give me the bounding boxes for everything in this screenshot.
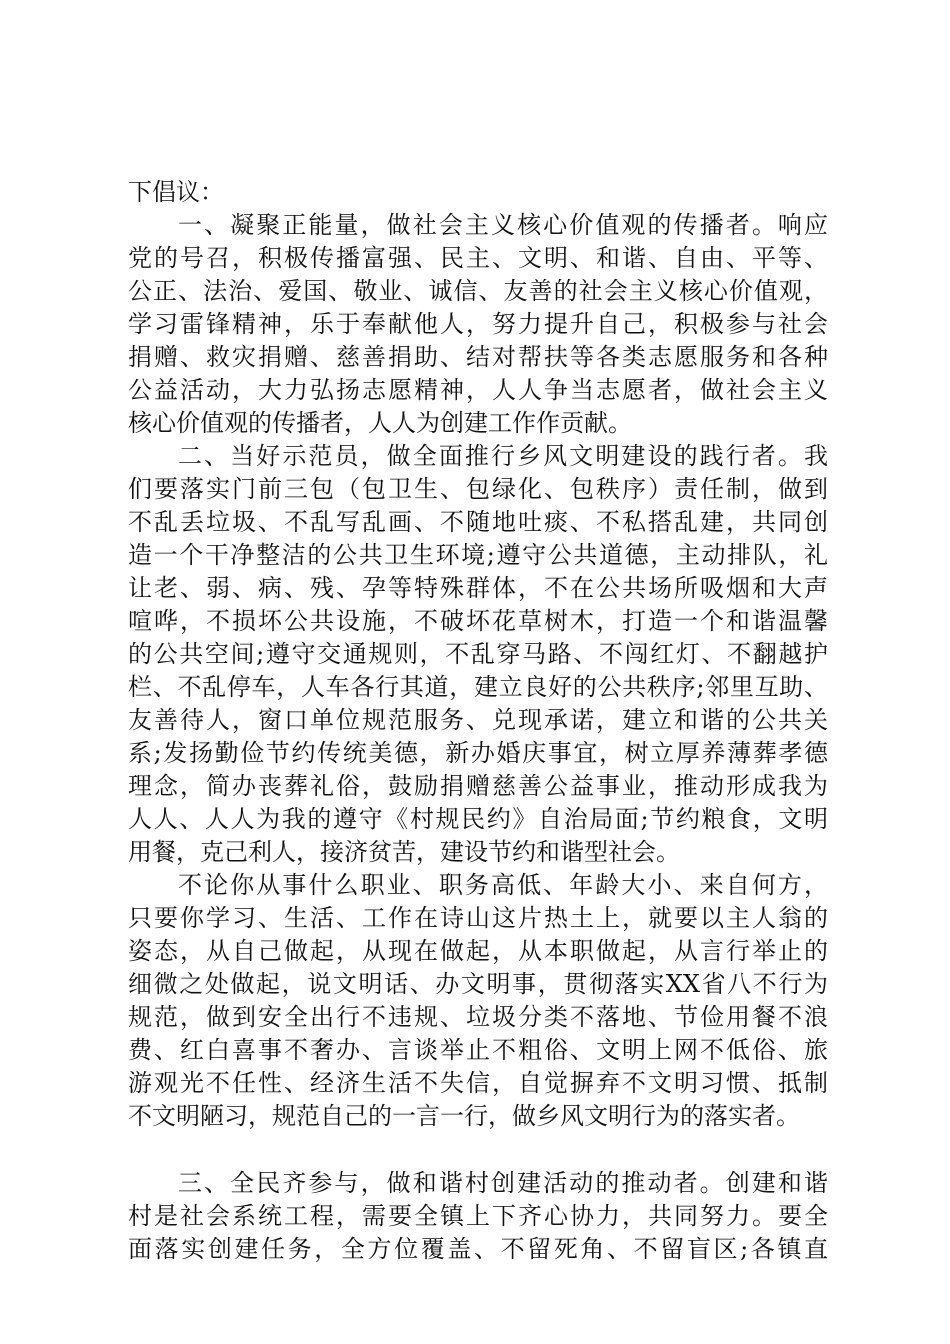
text-line: 理念，简办丧葬礼俗，鼓励捐赠慈善公益事业，推动形成我为 (128, 772, 828, 800)
text-line: 姿态，从自己做起，从现在做起，从本职做起，从言行举止的 (128, 937, 828, 965)
text-line: 用餐，克己利人，接济贫苦，建设节约和谐型社会。 (128, 838, 680, 866)
text-line: 村是社会系统工程，需要全镇上下齐心协力，共同努力。要全 (128, 1202, 828, 1230)
text-line: 不论你从事什么职业、职务高低、年龄大小、来自何方， (178, 871, 828, 899)
text-line: 系;发扬勤俭节约传统美德，新办婚庆事宜，树立厚养薄葬孝德 (128, 739, 828, 767)
text-line: 只要你学习、生活、工作在诗山这片热土上，就要以主人翁的 (128, 904, 828, 932)
text-line: 不乱丢垃圾、不乱写乱画、不随地吐痰、不私搭乱建，共同创 (128, 508, 828, 536)
text-line: 三、全民齐参与，做和谐村创建活动的推动者。创建和谐 (178, 1169, 828, 1197)
paragraph-gap (128, 1133, 828, 1167)
text-line: 公益活动，大力弘扬志愿精神，人人争当志愿者，做社会主义 (128, 376, 828, 404)
text-line: 党的号召，积极传播富强、民主、文明、和谐、自由、平等、 (128, 244, 828, 272)
text-line: 游观光不任性、经济生活不失信，自觉摒弃不文明习惯、抵制 (128, 1069, 828, 1097)
text-line: 造一个干净整洁的公共卫生环境;遵守公共道德，主动排队，礼 (128, 541, 828, 569)
text-line: 栏、不乱停车，人车各行其道，建立良好的公共秩序;邻里互助、 (128, 673, 828, 701)
text-line: 让老、弱、病、残、孕等特殊群体，不在公共场所吸烟和大声 (128, 574, 828, 602)
text-line: 的公共空间;遵守交通规则，不乱穿马路、不闯红灯、不翻越护 (128, 640, 828, 668)
text-line: 核心价值观的传播者，人人为创建工作作贡献。 (128, 409, 632, 437)
text-line: 捐赠、救灾捐赠、慈善捐助、结对帮扶等各类志愿服务和各种 (128, 343, 828, 371)
text-line: 人人、人人为我的遵守《村规民约》自治局面;节约粮食，文明 (128, 805, 828, 833)
text-line: 规范，做到安全出行不违规、垃圾分类不落地、节俭用餐不浪 (128, 1003, 828, 1031)
text-line: 二、当好示范员，做全面推行乡风文明建设的践行者。我 (178, 442, 828, 470)
text-line: 面落实创建任务，全方位覆盖、不留死角、不留盲区;各镇直 (128, 1235, 828, 1263)
text-line: 下倡议： (128, 178, 224, 206)
text-line: 费、红白喜事不奢办、言谈举止不粗俗、文明上网不低俗、旅 (128, 1036, 828, 1064)
text-line: 一、凝聚正能量，做社会主义核心价值观的传播者。响应 (178, 211, 828, 239)
text-line: 喧哗，不损坏公共设施，不破坏花草树木，打造一个和谐温馨 (128, 607, 828, 635)
text-line: 细微之处做起，说文明话、办文明事，贯彻落实XX省八不行为 (128, 970, 828, 998)
text-line: 学习雷锋精神，乐于奉献他人，努力提升自己，积极参与社会 (128, 310, 828, 338)
text-line: 公正、法治、爱国、敬业、诚信、友善的社会主义核心价值观， (128, 277, 828, 305)
text-line: 友善待人，窗口单位规范服务、兑现承诺，建立和谐的公共关 (128, 706, 828, 734)
text-line: 不文明陋习，规范自己的一言一行，做乡风文明行为的落实者。 (128, 1102, 800, 1130)
document-body (128, 176, 828, 1266)
text-line: 们要落实门前三包（包卫生、包绿化、包秩序）责任制，做到 (128, 475, 828, 503)
